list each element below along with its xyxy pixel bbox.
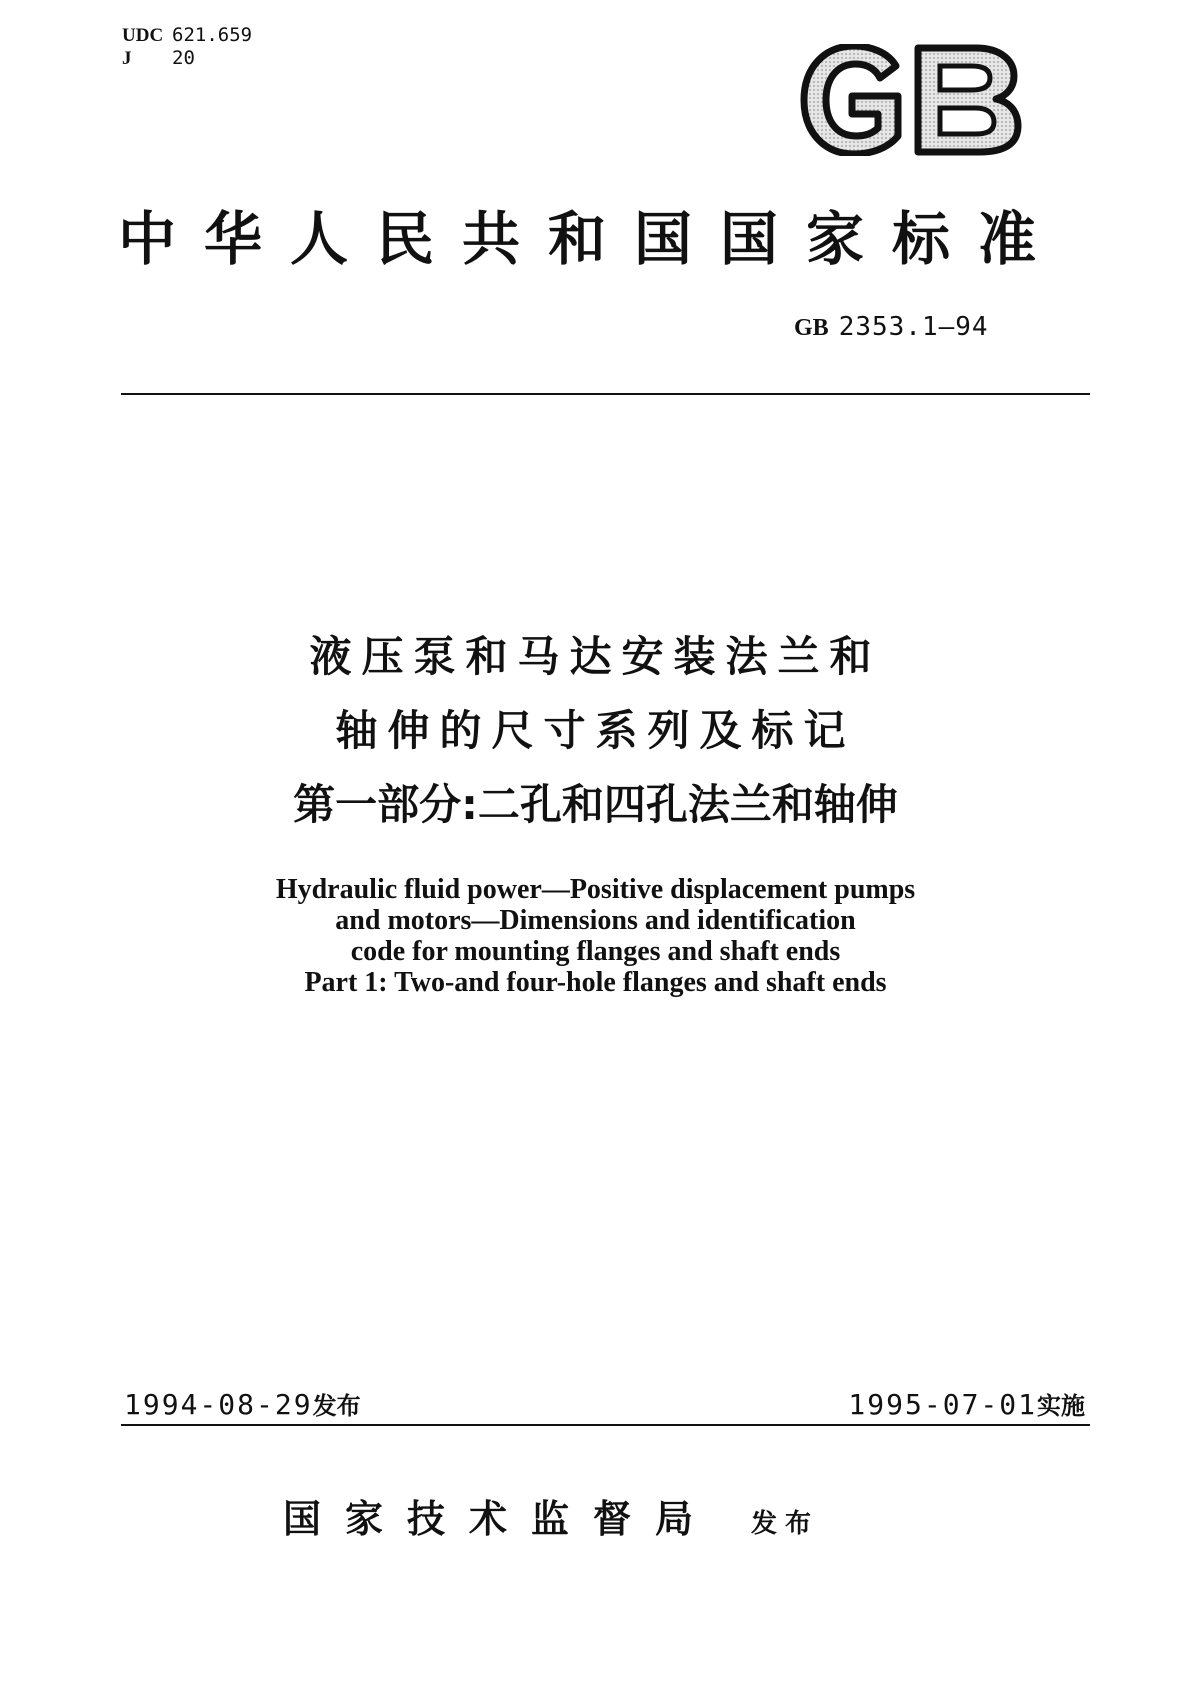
english-title-line-4: Part 1: Two-and four-hole flanges and shaft ends	[304, 967, 887, 998]
udc-value: 621.659	[172, 24, 253, 46]
footer-divider	[121, 1424, 1090, 1426]
english-title	[0, 874, 1191, 998]
gb-logo	[800, 44, 1022, 156]
udc-label: UDC	[122, 25, 164, 46]
ccs-label: J	[122, 48, 132, 69]
implementation-date-value: 1995-07-01	[848, 1388, 1037, 1421]
issue-date	[124, 1386, 361, 1421]
standard-number-prefix: GB	[794, 315, 829, 341]
ccs-row	[122, 47, 252, 70]
standard-number	[794, 312, 989, 342]
implementation-date-label: 实施	[1037, 1392, 1085, 1420]
ccs-value: 20	[172, 47, 195, 69]
gb-logo-b-hole-bottom	[940, 108, 994, 134]
chinese-title-line-2: 轴伸的尺寸系列及标记	[335, 706, 856, 755]
gb-logo-b-hole-top	[940, 66, 990, 90]
english-title-line-2: and motors—Dimensions and identification	[335, 905, 856, 936]
standard-number-value: 2353.1—94	[838, 312, 989, 342]
gb-logo-g-shape	[804, 46, 898, 154]
chinese-title-line-3: 第一部分:二孔和四孔法兰和轴伸	[293, 780, 898, 829]
national-standard-title: 中华人民共和国国家标准	[118, 205, 1065, 273]
publisher-line	[283, 1488, 819, 1543]
classification-block	[122, 24, 252, 70]
publisher-action: 发布	[751, 1509, 820, 1539]
chinese-title	[0, 620, 1191, 842]
header-divider	[121, 393, 1090, 395]
english-title-line-1: Hydraulic fluid power—Positive displacement pumps	[275, 874, 916, 905]
implementation-date	[848, 1386, 1085, 1421]
udc-row	[122, 24, 252, 47]
publisher-name: 国家技术监督局	[283, 1496, 718, 1541]
issue-date-value: 1994-08-29	[124, 1388, 313, 1421]
chinese-title-line-1: 液压泵和马达安装法兰和	[309, 632, 882, 681]
english-title-line-3: code for mounting flanges and shaft ends	[350, 936, 841, 967]
issue-date-label: 发布	[312, 1392, 361, 1420]
